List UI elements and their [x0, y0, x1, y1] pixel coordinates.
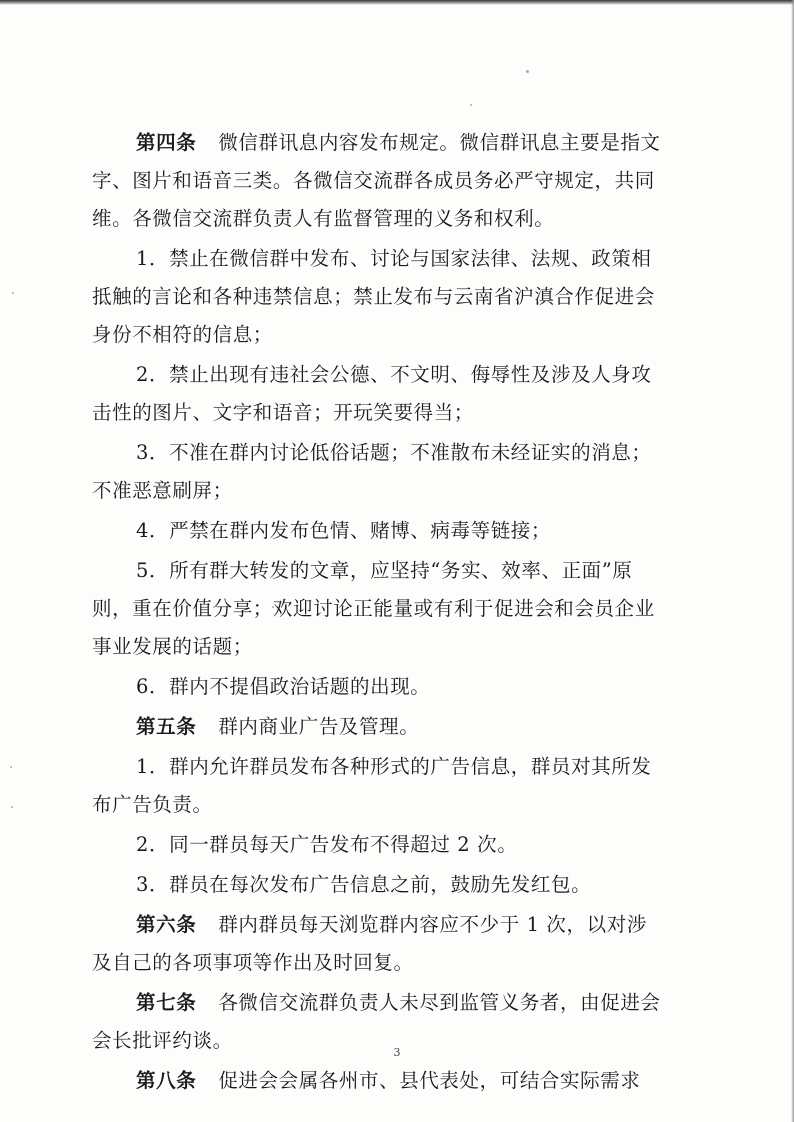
text-line: 6．群内不提倡政治话题的出现。	[136, 675, 431, 698]
article-text: 微信群讯息内容发布规定。微信群讯息主要是指文	[218, 131, 661, 154]
clause-4-3	[92, 434, 704, 510]
clause-4-6	[92, 668, 704, 706]
scan-speck	[526, 70, 529, 73]
text-line: 字、图片和语音三类。各微信交流群各成员务必严守规定，共同	[92, 169, 655, 192]
clause-4-4	[92, 512, 704, 550]
article-text: 群内商业广告及管理。	[218, 715, 420, 738]
text-line: 维。各微信交流群负责人有监督管理的义务和权利。	[92, 207, 555, 230]
text-line: 2．同一群员每天广告发布不得超过 2 次。	[136, 833, 518, 856]
clause-4-2	[92, 356, 704, 432]
text-line: 5．所有群大转发的文章，应坚持“务实、效率、正面”原	[136, 559, 633, 582]
text-line: 4．严禁在群内发布色情、赌博、病毒等链接；	[136, 519, 552, 542]
article-5	[92, 708, 704, 746]
article-label: 第四条	[136, 131, 197, 154]
text-line: 抵触的言论和各种违禁信息；禁止发布与云南省沪滇合作促进会	[92, 285, 655, 308]
text-line: 布广告负责。	[92, 793, 213, 816]
scan-speck	[12, 292, 14, 294]
article-label: 第五条	[136, 715, 197, 738]
article-text: 各微信交流群负责人未尽到监管义务者，由促进会	[218, 991, 661, 1014]
text-line: 及自己的各项事项等作出及时回复。	[92, 951, 414, 974]
article-4	[92, 124, 704, 238]
text-line: 2．禁止出现有违社会公德、不文明、侮辱性及涉及人身攻	[136, 363, 652, 386]
text-line: 1．群内允许群员发布各种形式的广告信息，群员对其所发	[136, 755, 652, 778]
text-line: 则，重在价值分享；欢迎讨论正能量或有利于促进会和会员企业	[92, 597, 655, 620]
scan-speck	[470, 104, 472, 106]
scan-top-edge	[0, 0, 794, 5]
text-line: 会长批评约谈。	[92, 1029, 233, 1052]
document-body	[92, 124, 704, 1100]
text-line: 3．不准在群内讨论低俗话题；不准散布未经证实的消息；	[136, 441, 652, 464]
text-line: 事业发展的话题；	[92, 635, 253, 658]
text-line: 3．群员在每次发布广告信息之前，鼓励先发红包。	[136, 873, 592, 896]
article-text: 促进会会属各州市、县代表处，可结合实际需求	[218, 1069, 641, 1092]
article-label: 第七条	[136, 991, 197, 1014]
article-text: 群内群员每天浏览群内容应不少于 1 次，以对涉	[218, 913, 647, 936]
clause-5-1	[92, 748, 704, 824]
article-6	[92, 906, 704, 982]
clause-4-1	[92, 240, 704, 354]
clause-5-2	[92, 826, 704, 864]
article-label: 第六条	[136, 913, 197, 936]
scan-speck	[11, 806, 13, 808]
clause-4-5	[92, 552, 704, 666]
text-line: 1．禁止在微信群中发布、讨论与国家法律、法规、政策相	[136, 247, 652, 270]
article-label: 第八条	[136, 1069, 197, 1092]
text-line: 身份不相符的信息；	[92, 323, 273, 346]
text-line: 不准恶意刷屏；	[92, 479, 233, 502]
text-line: 击性的图片、文字和语音；开玩笑要得当；	[92, 401, 474, 424]
clause-5-3	[92, 866, 704, 904]
scan-speck	[10, 766, 12, 768]
article-8	[92, 1062, 704, 1100]
page-number: 3	[393, 1046, 401, 1059]
